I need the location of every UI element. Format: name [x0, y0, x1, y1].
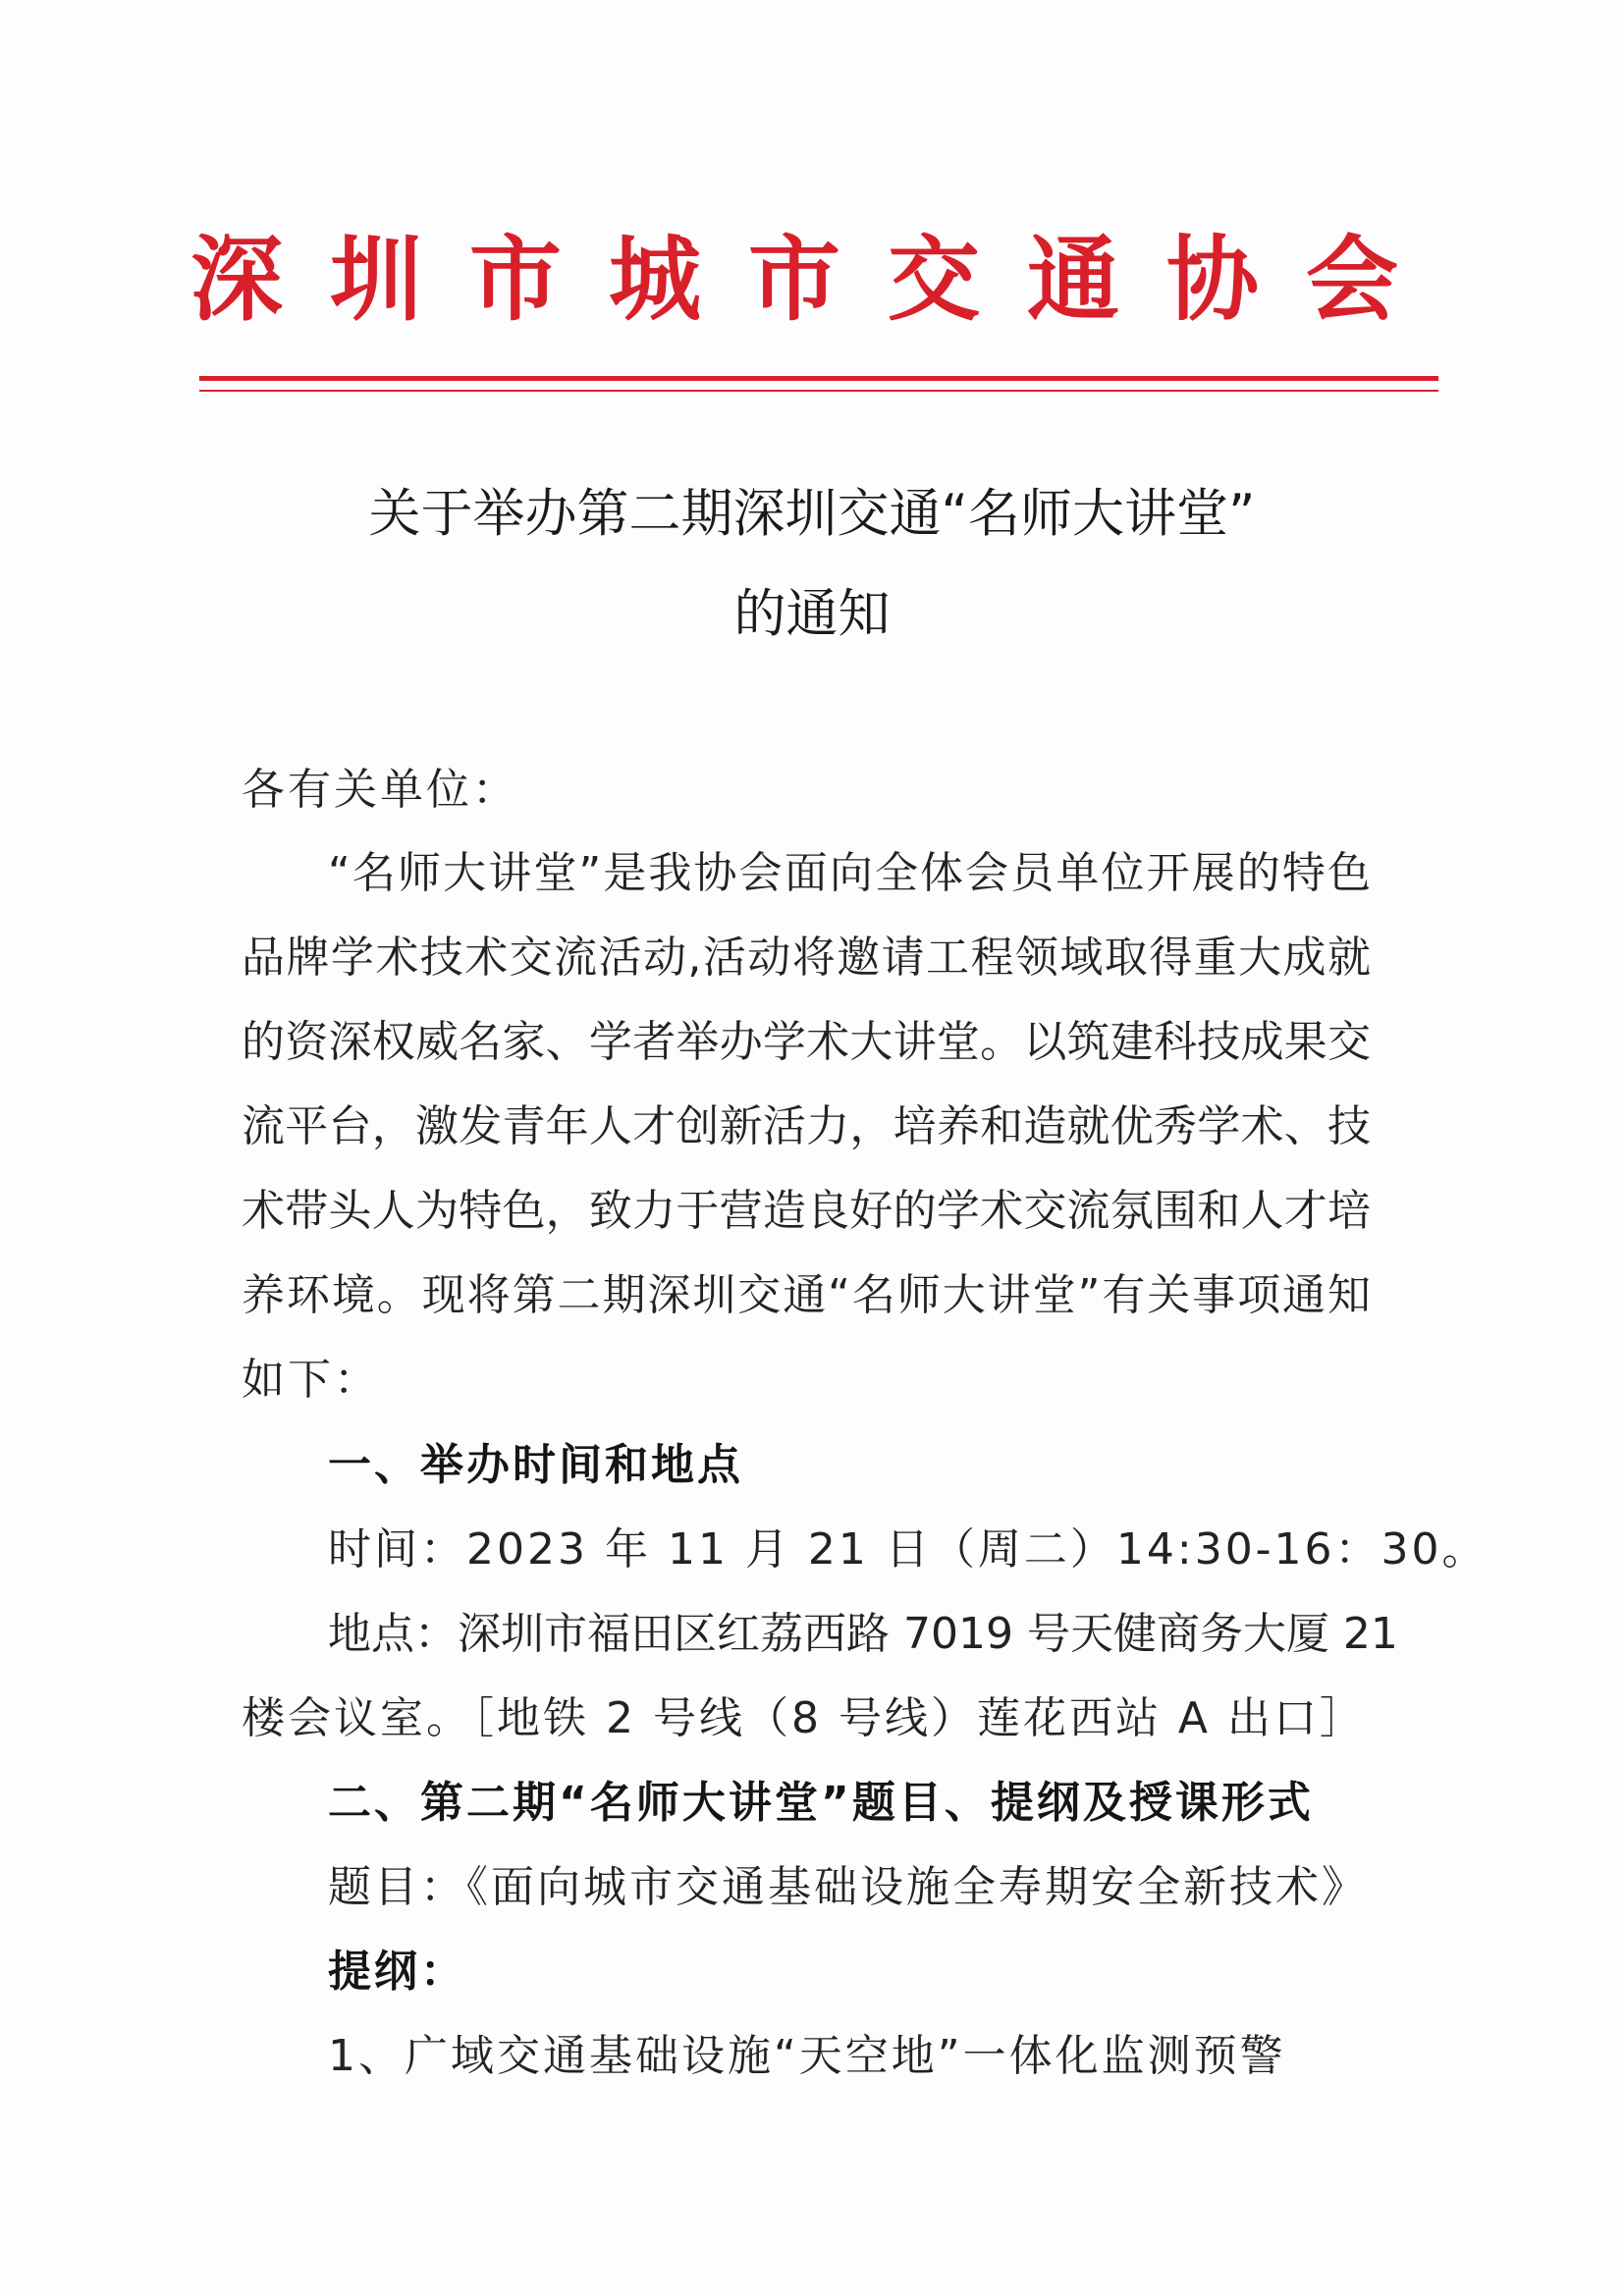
lecture-topic: 题目：《面向城市交通基础设施全寿期安全新技术》	[328, 1862, 1368, 1912]
section-2-heading: 二、第二期“名师大讲堂”题目、提纲及授课形式	[328, 1778, 1314, 1828]
document-title-line-2: 的通知	[733, 584, 891, 644]
document-title-line-1: 关于举办第二期深圳交通“名师大讲堂”	[368, 484, 1256, 544]
event-location-line-1: 地点：深圳市福田区红荔西路 7019 号天健商务大厦 21	[328, 1609, 1398, 1659]
header-rule-thin	[199, 390, 1438, 392]
intro-line-3: 的资深权威名家、学者举办学术大讲堂。以筑建科技成果交	[242, 1017, 1371, 1067]
intro-line-2: 品牌学术技术交流活动,活动将邀请工程领域取得重大成就	[242, 933, 1371, 983]
organization-header: 深圳市城市交通协会	[189, 226, 1445, 334]
intro-line-6: 养环境。现将第二期深圳交通“名师大讲堂”有关事项通知	[242, 1270, 1371, 1320]
event-time: 时间：2023 年 11 月 21 日（周二）14:30-16：30。	[328, 1524, 1489, 1575]
intro-line-1: “名师大讲堂”是我协会面向全体会员单位开展的特色	[328, 848, 1371, 898]
salutation: 各有关单位：	[242, 765, 518, 815]
outline-label: 提纲：	[328, 1947, 466, 1997]
event-location-line-2: 楼会议室。［地铁 2 号线（8 号线）莲花西站 A 出口］	[242, 1693, 1367, 1743]
header-rule-thick	[199, 376, 1438, 381]
section-1-heading: 一、举办时间和地点	[328, 1440, 743, 1490]
intro-line-4: 流平台，激发青年人才创新活力，培养和造就优秀学术、技	[242, 1101, 1371, 1151]
intro-line-5: 术带头人为特色，致力于营造良好的学术交流氛围和人才培	[242, 1186, 1371, 1236]
intro-line-7: 如下：	[242, 1355, 380, 1405]
outline-item-1: 1、广域交通基础设施“天空地”一体化监测预警	[328, 2031, 1286, 2081]
